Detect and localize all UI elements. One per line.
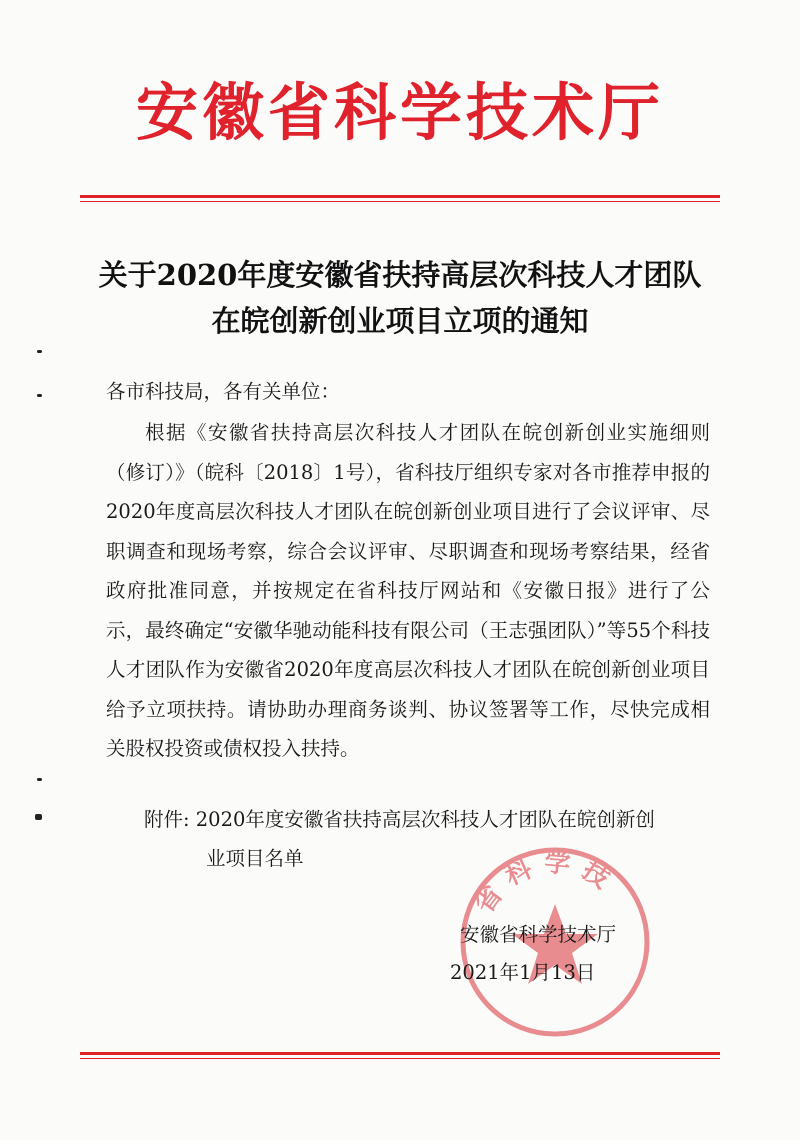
attachment-line-2: 业项目名单 (206, 847, 304, 870)
org-letterhead: 安徽省科学技术厅 (135, 76, 664, 149)
signature-org: 安徽省科学技术厅 (460, 923, 617, 946)
letterhead-rule-top (80, 195, 720, 202)
seal-text: 省科学技 (469, 847, 624, 920)
title-line-2: 在皖创新创业项目立项的通知 (211, 304, 589, 338)
scan-mark (35, 814, 42, 820)
scan-mark (37, 394, 42, 397)
signature-block (450, 916, 617, 992)
svg-text:省科学技 (469, 848, 623, 919)
scan-mark (37, 778, 42, 781)
attachment-line-1: 附件: 2020年度安徽省扶持高层次科技人才团队在皖创新创 (144, 808, 655, 831)
footer-rule (80, 1052, 720, 1059)
signature-date: 2021年1月13日 (450, 961, 596, 984)
body-paragraph: 根据《安徽省扶持高层次科技人才团队在皖创新创业实施细则（修订）》（皖科〔2018〕1号），省科技厅组织专家对各市推荐申报的2020年度高层次科技人才团队在皖创新创业项目进行了会议评审、尽职调查和现场考察，综合会议评审、尽职调查和现场考察结果，经省政府批准同意，并按规定在省科技厅网站和《安徽日报》进行了公示，最终确定“安徽华驰动能科技有限公司（王志强团队）”等55个科技人才团队作为安徽省2020年度高层次科技人才团队在皖创新创业项目给予立项扶持。请协助办理商务谈判、协议签署等工作，尽快完成相关股权投资或债权投入扶持。 (106, 421, 710, 760)
scan-mark (37, 350, 42, 353)
title-line-1: 关于2020年度安徽省扶持高层次科技人才团队 (98, 258, 702, 292)
salutation: 各市科技局，各有关单位： (106, 380, 341, 403)
document-title (60, 252, 740, 344)
